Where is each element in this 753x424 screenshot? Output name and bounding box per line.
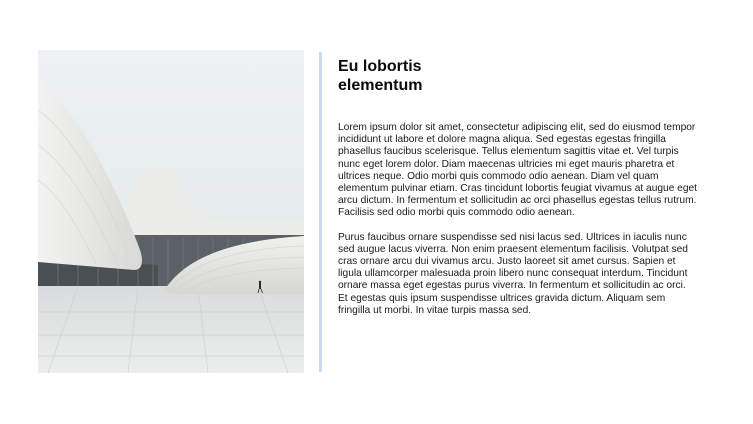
architecture-photo [38,50,304,373]
article-heading: Eu lobortis elementum [338,58,423,94]
article-paragraph-2: Purus faucibus ornare suspendisse sed nisi lacus sed. Ultrices in iaculis nunc sed augue lacus viverra. Non enim praesent elementum facilisis. Volutpat sed cras ornare arcu dui vivamus arcu. Justo laoreet sit amet cursus. Sapien et ligula ullamcorper malesuada proin libero nunc consequat interdum. Tincidunt ornare massa eget egestas purus viverra. In fermentum et sollicitudin ac orci. Et egestas quis ipsum suspendisse ultrices gravida dictum. Aliquam sem fringilla ut morbi. In vitae turpis massa sed. [338,231,688,316]
article-column [338,57,698,317]
architecture-photo-graphic [38,50,304,373]
vertical-divider [319,52,322,372]
article-paragraph-1: Lorem ipsum dolor sit amet, consectetur adipiscing elit, sed do eiusmod tempor incididunt ut labore et dolore magna aliqua. Sed egestas egestas fringilla phasellus faucibus scelerisque. Tellus elementum sagittis vitae et. Vel turpis nunc eget lorem dolor. Diam maecenas ultricies mi eget mauris pharetra et ultrices neque. Odio morbi quis commodo odio aenean. Diam vel quam elementum pulvinar etiam. Cras tincidunt lobortis feugiat vivamus at augue eget arcu dictum. In fermentum et sollicitudin ac orci phasellus egestas tellus rutrum. Facilisis sed odio morbi quis commodo odio aenean. [338,122,698,219]
